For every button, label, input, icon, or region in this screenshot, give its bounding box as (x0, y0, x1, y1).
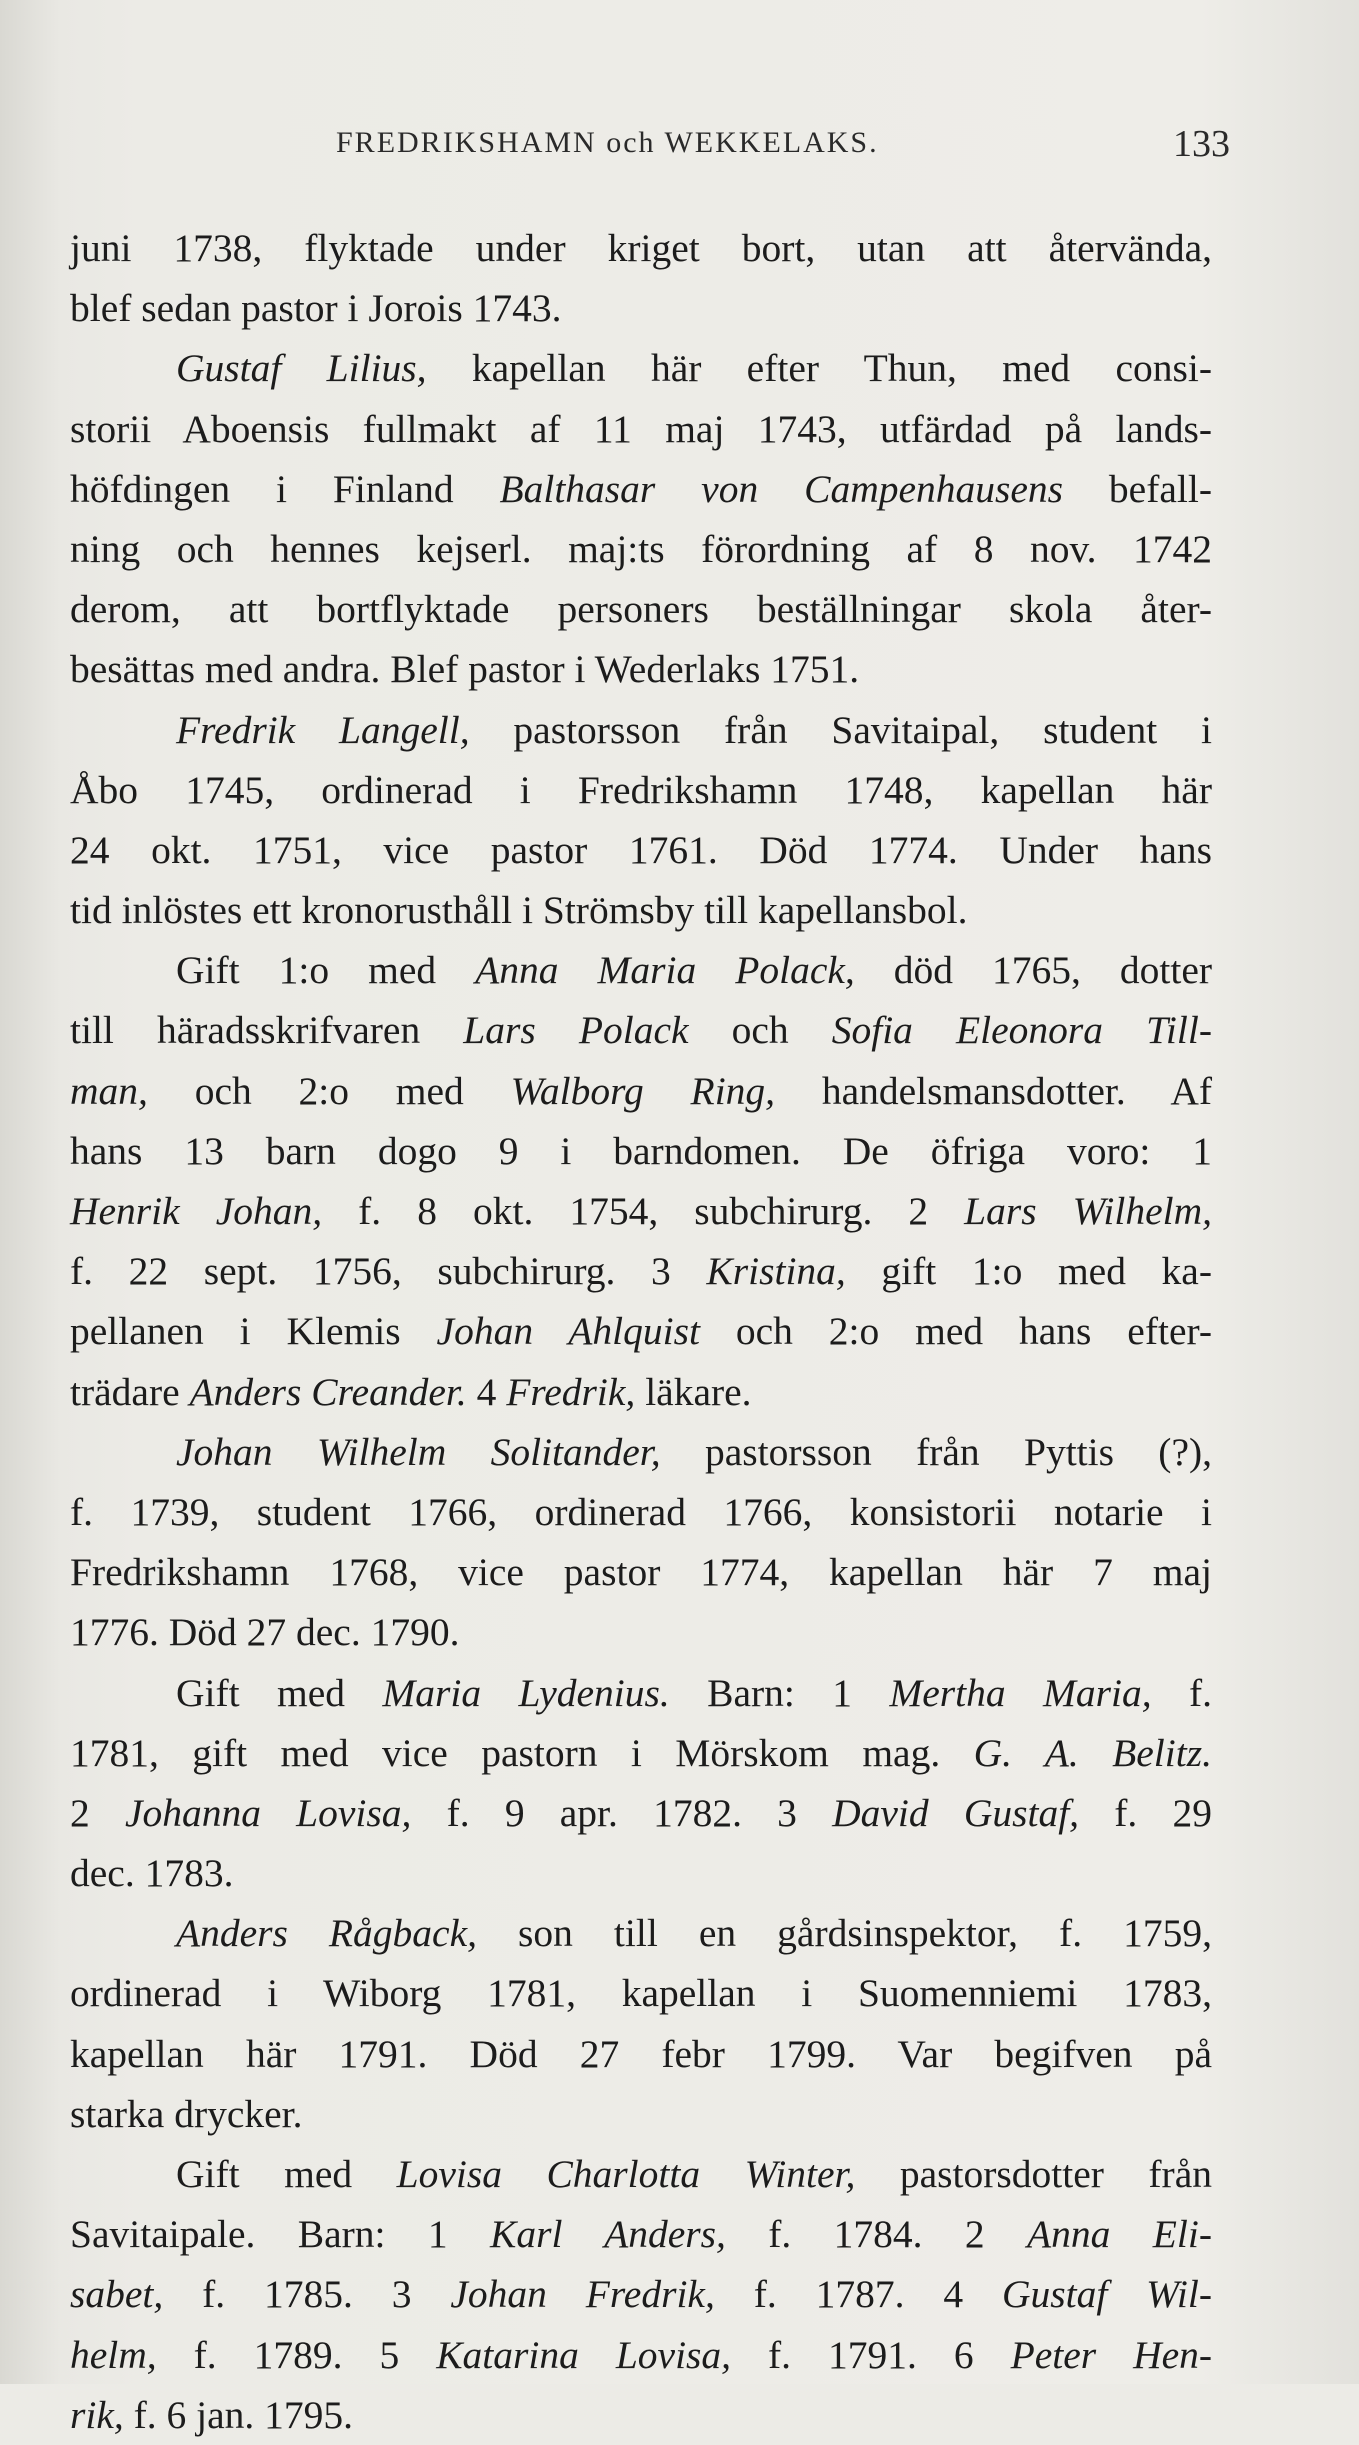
italic-name-span: G. A. Belitz. (973, 1730, 1212, 1775)
text-span: f. 1787. 4 (714, 2272, 1002, 2317)
text-span: f. 6 jan. 1795. (123, 2392, 354, 2437)
body-text (70, 218, 1212, 2445)
text-line (70, 1903, 1212, 1963)
text-span: pastorsson från Pyttis (?), (660, 1429, 1213, 1474)
text-line (70, 1000, 1212, 1060)
text-span: pastorsdotter från (855, 2152, 1212, 2196)
text-line (70, 1482, 1212, 1542)
italic-name-span: Karl Anders, (490, 2212, 726, 2257)
italic-name-span: Anders Rågback, (176, 1911, 477, 1956)
text-line (70, 1121, 1212, 1181)
text-span: tid inlöstes ett kronorusthåll i Strömsby till kapellansbol. (70, 888, 968, 933)
italic-name-span: helm, (70, 2332, 157, 2377)
text-span: och 2:o med hans efter- (699, 1309, 1212, 1354)
italic-name-span: Mertha Maria, (889, 1670, 1152, 1715)
text-span: 2 (70, 1790, 125, 1835)
text-span: Åbo 1745, ordinerad i Fredrikshamn 1748, kapellan här (70, 767, 1212, 812)
page-header (300, 123, 1230, 176)
italic-name-span: Kristina, (706, 1249, 846, 1294)
text-line (70, 1723, 1212, 1783)
text-span: Gift med (176, 2152, 397, 2196)
italic-name-span: Katarina Lovisa, (436, 2332, 732, 2377)
italic-name-span: Johan Ahlquist (436, 1309, 700, 1354)
text-span: gift 1:o med ka- (845, 1249, 1212, 1294)
text-span: och (688, 1008, 832, 1053)
text-line (70, 820, 1212, 880)
text-line (70, 579, 1212, 639)
text-span: f. 1784. 2 (725, 2212, 1028, 2257)
text-span: f. 1789. 5 (156, 2332, 437, 2377)
text-span: f. 22 sept. 1756, subchirurg. 3 (70, 1249, 707, 1294)
text-line (70, 2024, 1212, 2084)
text-line (70, 1061, 1212, 1121)
text-line (70, 2204, 1212, 2264)
text-span: f. 1739, student 1766, ordinerad 1766, konsistorii notarie i (70, 1489, 1212, 1534)
italic-name-span: Johan Wilhelm Solitander, (176, 1429, 661, 1474)
text-span: läkare. (635, 1369, 752, 1414)
text-span: f. 9 apr. 1782. 3 (411, 1790, 833, 1835)
italic-name-span: Fredrik Langell, (176, 707, 470, 752)
text-span: Gift 1:o med (176, 948, 476, 993)
text-line (70, 278, 1212, 338)
text-span: ordinerad i Wiborg 1781, kapellan i Suomenniemi 1783, (70, 1971, 1212, 2016)
italic-name-span: Anders Creander. (189, 1369, 467, 1414)
italic-name-span: Sofia Eleonora Till- (831, 1008, 1212, 1053)
text-span: kapellan här efter Thun, med consi- (426, 346, 1213, 391)
italic-name-span: Lars Polack (463, 1008, 689, 1053)
text-span: f. 29 (1079, 1790, 1212, 1835)
italic-name-span: Gustaf Lilius, (176, 346, 427, 391)
text-line (70, 1843, 1212, 1903)
italic-name-span: David Gustaf, (832, 1790, 1080, 1835)
italic-name-span: Johanna Lovisa, (124, 1790, 412, 1835)
text-line (70, 760, 1212, 820)
text-span: trädare (70, 1369, 190, 1414)
text-span: och 2:o med (147, 1068, 511, 1113)
text-line (70, 1542, 1212, 1602)
text-span: höfdingen i Finland (70, 466, 500, 511)
text-span: 1781, gift med vice pastorn i Mörskom mag. (70, 1730, 974, 1775)
text-line (70, 1241, 1212, 1301)
text-span: derom, att bortflyktade personers beställningar skola åter- (70, 587, 1212, 632)
text-line (70, 1663, 1212, 1723)
text-span: 4 (466, 1369, 507, 1414)
text-line (70, 940, 1212, 1000)
text-line (70, 399, 1212, 459)
running-title: FREDRIKSHAMN och WEKKELAKS. (336, 126, 879, 159)
italic-name-span: Lars Wilhelm, (964, 1189, 1212, 1233)
text-line (70, 2325, 1212, 2385)
text-span: blef sedan pastor i Jorois 1743. (70, 286, 562, 331)
text-line (70, 880, 1212, 940)
text-span: 1776. Död 27 dec. 1790. (70, 1610, 460, 1655)
text-span: starka drycker. (70, 2091, 303, 2136)
text-line (70, 338, 1212, 398)
text-span: kapellan här 1791. Död 27 febr 1799. Var begifven på (70, 2031, 1212, 2076)
text-span: Savitaipale. Barn: 1 (70, 2212, 490, 2257)
text-line (70, 519, 1212, 579)
text-line (70, 2144, 1212, 2204)
text-line (70, 1301, 1212, 1361)
text-span: Fredrikshamn 1768, vice pastor 1774, kapellan här 7 maj (70, 1550, 1212, 1595)
text-line (70, 1181, 1212, 1241)
text-span: f. 1785. 3 (163, 2272, 451, 2317)
text-span: till häradsskrifvaren (70, 1008, 464, 1053)
italic-name-span: sabet, (70, 2272, 164, 2317)
text-span: storii Aboensis fullmakt af 11 maj 1743, utfärdad på lands- (70, 406, 1212, 451)
text-span: handelsmansdotter. Af (775, 1068, 1213, 1113)
italic-name-span: Johan Fredrik, (450, 2272, 715, 2317)
italic-name-span: Balthasar von Campenhausens (499, 466, 1064, 511)
text-span: ning och hennes kejserl. maj:ts förordning af 8 nov. 1742 (70, 526, 1212, 571)
text-span: son till en gårdsinspektor, f. 1759, (477, 1911, 1212, 1956)
italic-name-span: Gustaf Wil- (1001, 2272, 1212, 2317)
text-line (70, 1602, 1212, 1662)
text-span: f. 8 okt. 1754, subchirurg. 2 (322, 1189, 965, 1233)
text-span: f. (1151, 1670, 1212, 1715)
text-span: Gift med (176, 1670, 383, 1715)
italic-name-span: man, (70, 1068, 148, 1113)
italic-name-span: Peter Hen- (1010, 2332, 1213, 2377)
italic-name-span: Henrik Johan, (70, 1189, 323, 1233)
italic-name-span: Anna Maria Polack, (475, 948, 855, 993)
text-span: befall- (1063, 466, 1212, 511)
italic-name-span: Anna Eli- (1027, 2212, 1213, 2257)
page-number: 133 (1173, 123, 1230, 165)
italic-name-span: Fredrik, (506, 1369, 636, 1414)
text-span: pellanen i Klemis (70, 1309, 437, 1354)
italic-name-span: rik, (70, 2392, 124, 2437)
text-line (70, 1362, 1212, 1422)
text-line (70, 639, 1212, 699)
text-line (70, 1963, 1212, 2023)
italic-name-span: Walborg Ring, (510, 1068, 776, 1113)
text-span: Barn: 1 (669, 1670, 890, 1715)
italic-name-span: Lovisa Charlotta Winter, (396, 2152, 856, 2196)
text-line (70, 2084, 1212, 2144)
text-span: pastorsson från Savitaipal, student i (469, 707, 1212, 752)
text-span: juni 1738, flyktade under kriget bort, utan att återvända, (70, 226, 1212, 270)
text-line (70, 1422, 1212, 1482)
text-line (70, 2385, 1212, 2445)
text-span: besättas med andra. Blef pastor i Wederlaks 1751. (70, 647, 860, 692)
italic-name-span: Maria Lydenius. (382, 1670, 670, 1715)
text-span: död 1765, dotter (854, 948, 1213, 993)
text-span: hans 13 barn dogo 9 i barndomen. De öfriga voro: 1 (70, 1128, 1212, 1173)
text-line (70, 700, 1212, 760)
text-line (70, 459, 1212, 519)
text-span: dec. 1783. (70, 1851, 234, 1896)
text-line (70, 2264, 1212, 2324)
text-span: f. 1791. 6 (731, 2332, 1011, 2377)
text-line (70, 218, 1212, 278)
text-line (70, 1783, 1212, 1843)
text-span: 24 okt. 1751, vice pastor 1761. Död 1774. Under hans (70, 827, 1212, 872)
